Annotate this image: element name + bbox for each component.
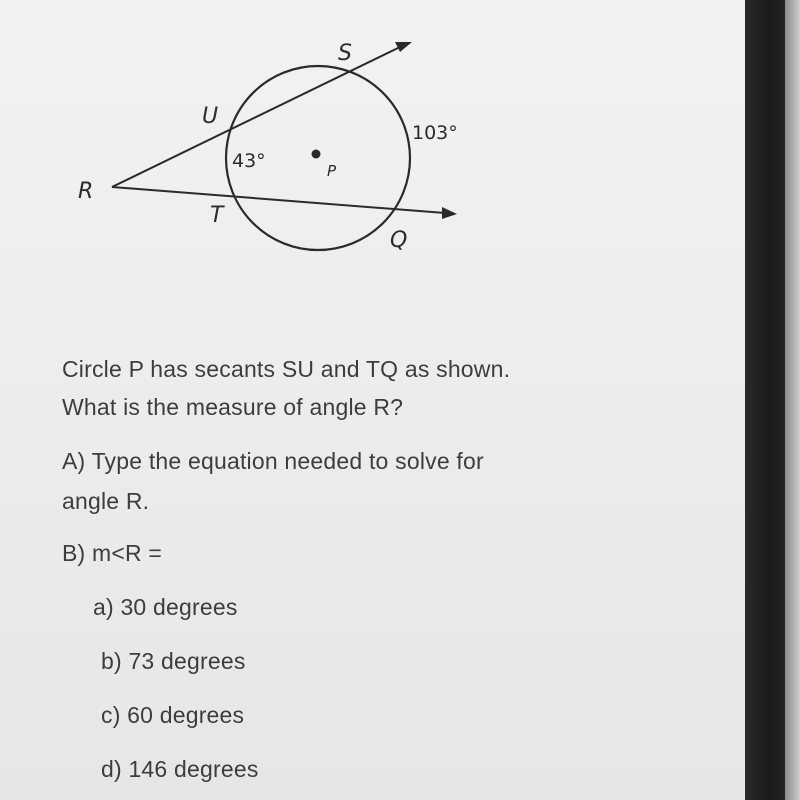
arc-label-103: 103° — [412, 122, 458, 144]
option-b[interactable]: b) 73 degrees — [101, 648, 246, 674]
option-c[interactable]: c) 60 degrees — [101, 702, 245, 728]
label-t: T — [210, 203, 224, 228]
secant-rq — [112, 187, 445, 213]
option-a[interactable]: a) 30 degrees — [93, 594, 238, 620]
device-edge — [785, 0, 800, 800]
label-r: R — [78, 179, 94, 204]
part-a-line-1: A) Type the equation needed to solve for — [62, 448, 484, 474]
label-u: U — [202, 104, 219, 129]
option-d[interactable]: d) 146 degrees — [101, 756, 259, 782]
arrowhead-s — [395, 42, 412, 52]
device-bezel — [745, 0, 785, 800]
arrowhead-q — [442, 207, 457, 219]
question-line-2: What is the measure of angle R? — [62, 394, 404, 420]
label-s: S — [338, 41, 352, 66]
label-q: Q — [390, 228, 408, 253]
arc-label-43: 43° — [232, 150, 266, 172]
part-b: B) m<R = — [62, 540, 163, 566]
secant-diagram — [0, 0, 745, 300]
question-line-1: Circle P has secants SU and TQ as shown. — [62, 356, 511, 382]
center-dot — [312, 150, 321, 159]
label-p: P — [327, 162, 337, 180]
part-a-line-2: angle R. — [62, 488, 150, 514]
